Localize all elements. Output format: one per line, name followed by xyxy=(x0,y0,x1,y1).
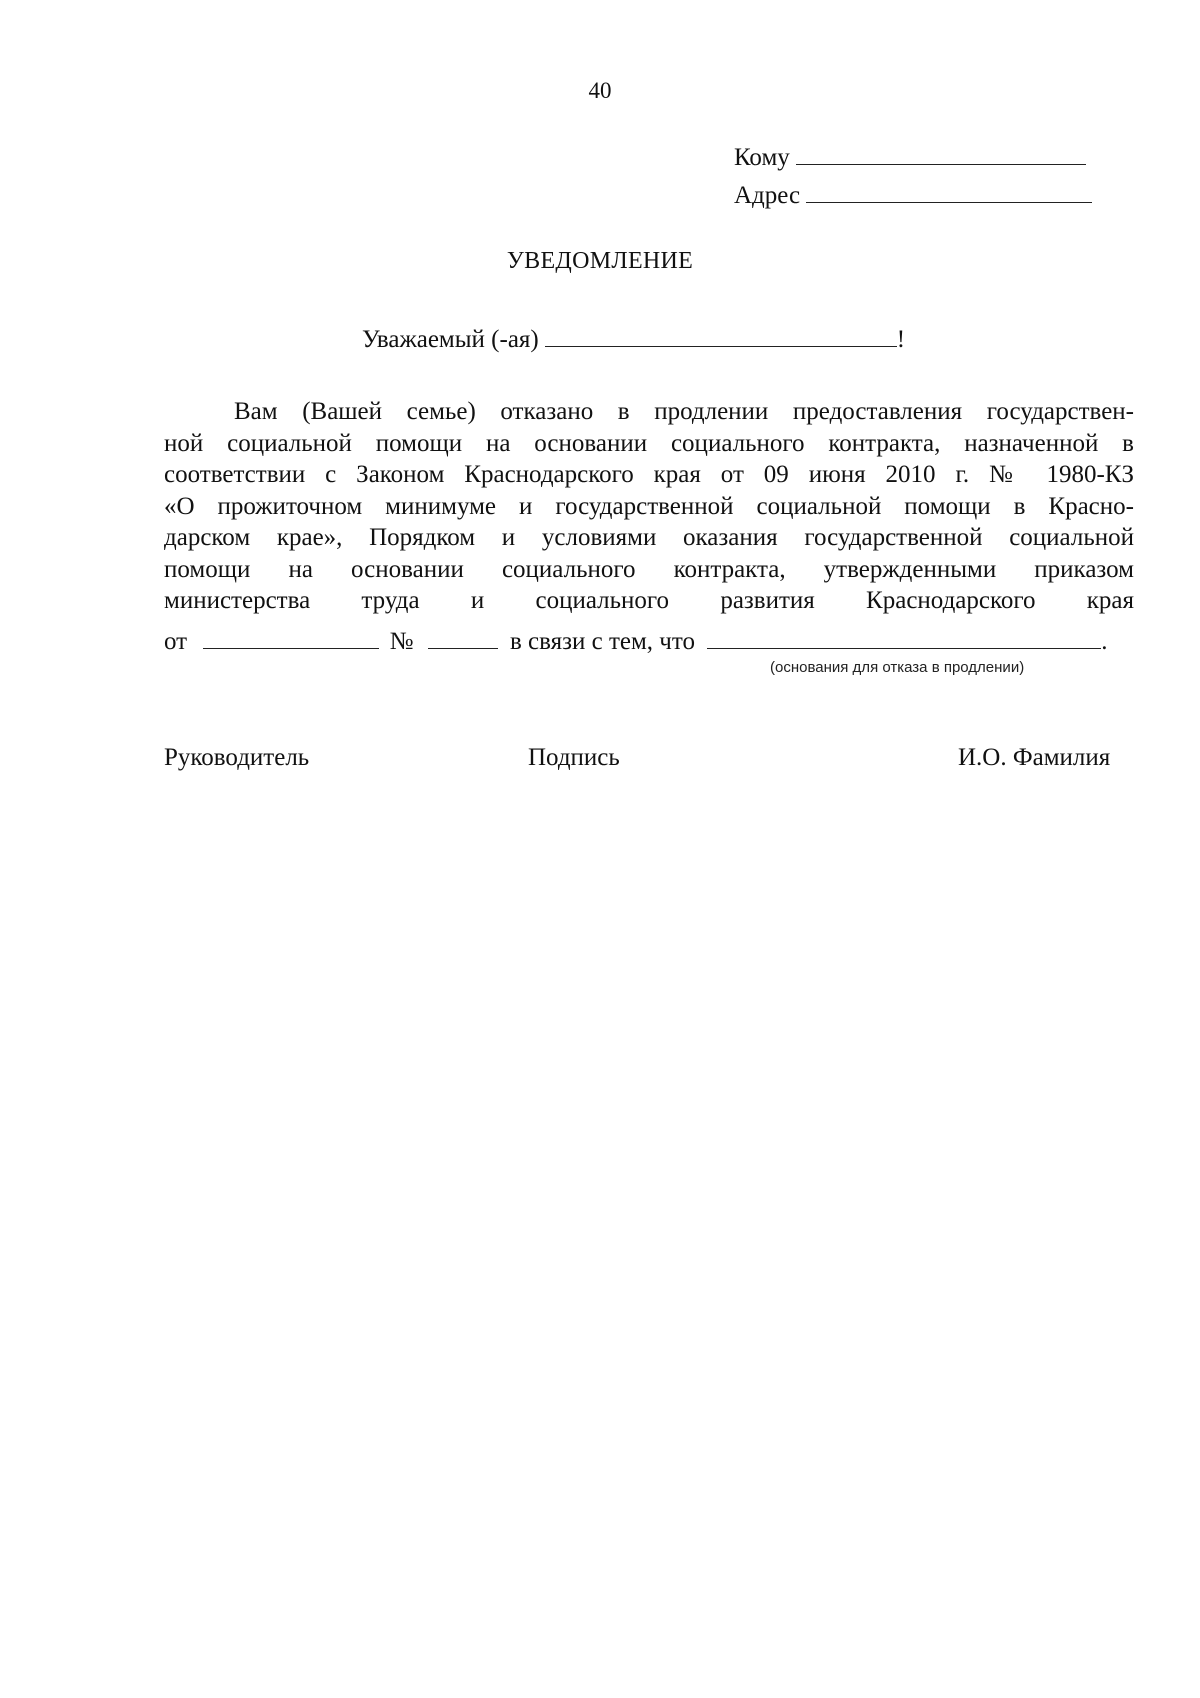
address-line xyxy=(734,178,1092,211)
body-line: министерства труда и социального развития Краснодарского края xyxy=(164,587,1134,614)
addressee-name-field[interactable] xyxy=(545,322,897,347)
number-sign-label: № xyxy=(389,628,414,655)
signature-sign-label: Подпись xyxy=(528,744,620,771)
greeting-prefix: Уважаемый (-ая) xyxy=(362,326,539,353)
from-label: от xyxy=(164,628,188,655)
order-details-line xyxy=(164,624,1124,656)
order-date-field[interactable] xyxy=(203,624,379,649)
document-title: УВЕДОМЛЕНИЕ xyxy=(506,248,694,274)
refusal-reason-field[interactable] xyxy=(707,624,1101,649)
body-line: «О прожиточном минимуме и государственной социальной помощи в Красно- xyxy=(164,492,1134,520)
signature-head-label: Руководитель xyxy=(164,744,310,771)
address-label: Адрес xyxy=(734,182,801,209)
page-number: 40 xyxy=(588,78,612,103)
order-number-field[interactable] xyxy=(428,624,498,649)
body-line: соответствии с Законом Краснодарского края от 09 июня 2010 г. № 1980-КЗ xyxy=(164,461,1134,488)
sentence-end: . xyxy=(1101,628,1108,655)
body-line: ной социальной помощи на основании социального контракта, назначенной в xyxy=(164,429,1134,457)
greeting-line xyxy=(362,322,905,354)
signature-name-label: И.О. Фамилия xyxy=(958,744,1111,771)
body-line: помощи на основании социального контракта, утвержденными приказом xyxy=(164,555,1134,583)
body-paragraph xyxy=(164,396,1134,617)
refusal-reason-hint: (основания для отказа в продлении) xyxy=(770,659,1025,676)
recipient-label: Кому xyxy=(734,144,790,171)
greeting-suffix: ! xyxy=(896,326,906,353)
recipient-line xyxy=(734,140,1086,173)
body-line: Вам (Вашей семье) отказано в продлении предоставления государствен- xyxy=(234,398,1134,425)
recipient-field[interactable] xyxy=(796,140,1086,165)
body-line: дарском крае», Порядком и условиями оказания государственной социальной xyxy=(164,524,1134,551)
address-field[interactable] xyxy=(806,178,1092,203)
reason-intro-label: в связи с тем, что xyxy=(509,628,695,655)
